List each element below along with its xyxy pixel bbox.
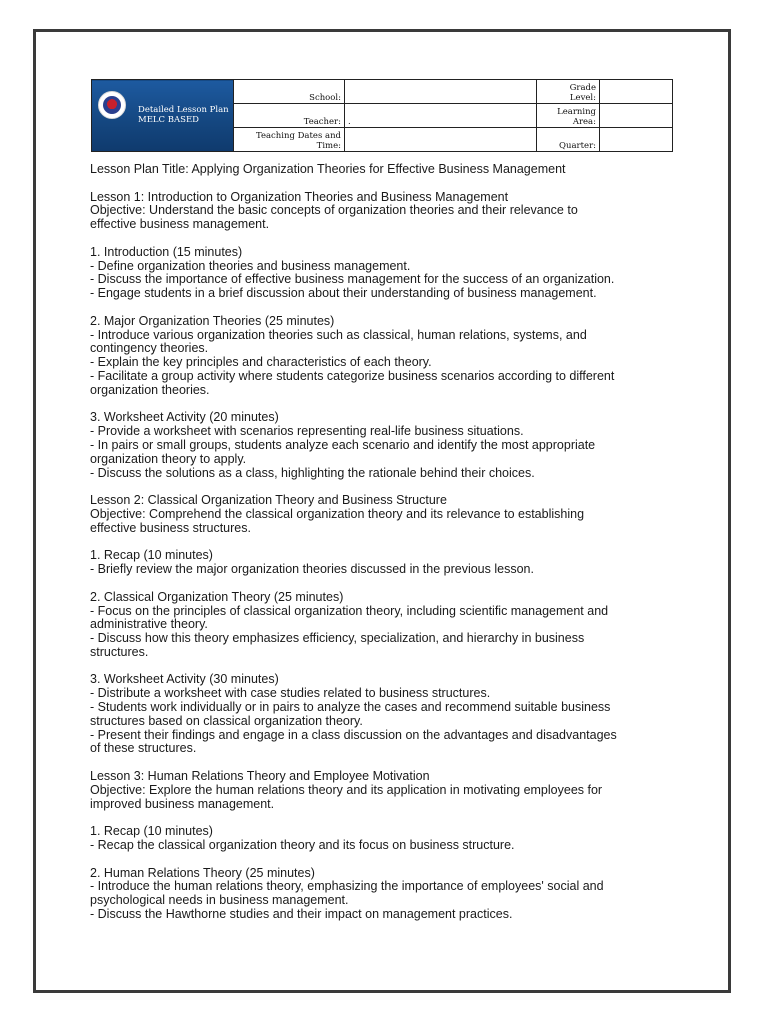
learning-area-field bbox=[600, 104, 673, 128]
text-line: 1. Recap (10 minutes) bbox=[90, 824, 213, 839]
text-line: - Facilitate a group activity where students categorize business scenarios according to different bbox=[90, 368, 615, 383]
text-line: - Briefly review the major organization theories discussed in the previous lesson. bbox=[90, 562, 534, 577]
paragraph-gap bbox=[90, 177, 690, 191]
text-line: Lesson Plan Title: Applying Organization Theories for Effective Business Management bbox=[90, 162, 566, 176]
text-line: - Provide a worksheet with scenarios representing real-life business situations. bbox=[90, 424, 524, 439]
text-line: structures. bbox=[90, 644, 149, 659]
paragraph-gap bbox=[90, 756, 690, 770]
text-line: - Distribute a worksheet with case studies related to business structures. bbox=[90, 686, 491, 701]
paragraph-gap bbox=[90, 853, 690, 867]
text-line: - Students work individually or in pairs to analyze the cases and recommend suitable business bbox=[90, 700, 611, 715]
text-line: - Engage students in a brief discussion about their understanding of business management. bbox=[90, 286, 597, 301]
text-line: - Present their findings and engage in a class discussion on the advantages and disadvantages bbox=[90, 727, 617, 742]
header-title-line1: Detailed Lesson Plan bbox=[138, 105, 229, 115]
text-line: 1. Introduction (15 minutes) bbox=[90, 244, 243, 259]
text-line: administrative theory. bbox=[90, 617, 208, 632]
paragraph-gap bbox=[90, 660, 690, 674]
learning-area-label-line1: Learning bbox=[557, 107, 596, 117]
teacher-label: Teacher: bbox=[234, 104, 345, 128]
text-line: structures based on classical organization theory. bbox=[90, 713, 363, 728]
paragraph-gap bbox=[90, 232, 690, 246]
text-line: - Discuss the solutions as a class, highlighting the rationale behind their choices. bbox=[90, 465, 535, 480]
paragraph-gap bbox=[90, 811, 690, 825]
paragraph-gap bbox=[90, 480, 690, 494]
text-line: contingency theories. bbox=[90, 341, 209, 356]
text-line: of these structures. bbox=[90, 741, 197, 756]
learning-area-label-line2: Area: bbox=[572, 117, 596, 127]
school-field bbox=[345, 80, 537, 104]
text-line: - Explain the key principles and characteristics of each theory. bbox=[90, 355, 432, 370]
text-line: - Discuss how this theory emphasizes efficiency, specialization, and hierarchy in business bbox=[90, 631, 585, 646]
text-line: 2. Major Organization Theories (25 minutes) bbox=[90, 313, 335, 328]
text-line: - Introduce the human relations theory, emphasizing the importance of employees' social and bbox=[90, 879, 604, 894]
lesson-plan-body bbox=[90, 163, 690, 922]
text-line: Lesson 2: Classical Organization Theory and Business Structure bbox=[90, 493, 447, 508]
text-line: 3. Worksheet Activity (20 minutes) bbox=[90, 410, 279, 425]
teaching-dates-label-line2: Time: bbox=[316, 141, 341, 151]
text-line: Lesson 3: Human Relations Theory and Employee Motivation bbox=[90, 769, 430, 784]
text-line: effective business management. bbox=[90, 217, 270, 232]
text-line: 3. Worksheet Activity (30 minutes) bbox=[90, 672, 279, 687]
text-line: - Discuss the importance of effective business management for the success of an organization. bbox=[90, 272, 615, 287]
text-line: - Recap the classical organization theory and its focus on business structure. bbox=[90, 838, 515, 853]
text-line: effective business structures. bbox=[90, 520, 251, 535]
paragraph-gap bbox=[90, 301, 690, 315]
text-line: organization theory to apply. bbox=[90, 451, 247, 466]
grade-level-label bbox=[537, 80, 600, 104]
learning-area-label bbox=[537, 104, 600, 128]
text-line: 2. Human Relations Theory (25 minutes) bbox=[90, 865, 315, 880]
teaching-dates-field bbox=[345, 128, 537, 152]
quarter-label: Quarter: bbox=[537, 128, 600, 152]
text-line: - Focus on the principles of classical organization theory, including scientific management and bbox=[90, 603, 609, 618]
paragraph-gap bbox=[90, 398, 690, 412]
text-line: Objective: Comprehend the classical organization theory and its relevance to establishing bbox=[90, 506, 585, 521]
teaching-dates-label-line1: Teaching Dates and bbox=[255, 131, 341, 141]
text-line: organization theories. bbox=[90, 382, 210, 397]
grade-level-label-line1: Grade bbox=[569, 83, 596, 93]
text-line: - In pairs or small groups, students analyze each scenario and identify the most appropriate bbox=[90, 437, 596, 452]
text-line: Objective: Explore the human relations theory and its application in motivating employees for bbox=[90, 782, 603, 797]
text-line: Lesson 1: Introduction to Organization Theories and Business Management bbox=[90, 189, 509, 204]
text-line: 1. Recap (10 minutes) bbox=[90, 548, 213, 563]
text-line: - Discuss the Hawthorne studies and their impact on management practices. bbox=[90, 907, 513, 922]
header-banner bbox=[92, 80, 234, 152]
text-line: 2. Classical Organization Theory (25 minutes) bbox=[90, 589, 344, 604]
quarter-field bbox=[600, 128, 673, 152]
text-line: psychological needs in business management. bbox=[90, 893, 349, 908]
teaching-dates-label bbox=[234, 128, 345, 152]
grade-level-field bbox=[600, 80, 673, 104]
text-line: Objective: Understand the basic concepts of organization theories and their relevance to bbox=[90, 203, 578, 218]
teacher-field: . bbox=[345, 104, 537, 128]
header-title-line2: MELC BASED bbox=[138, 115, 199, 125]
header-title bbox=[138, 105, 229, 125]
lesson-plan-header-table bbox=[91, 79, 673, 152]
school-label: School: bbox=[234, 80, 345, 104]
text-line: - Define organization theories and business management. bbox=[90, 258, 411, 273]
text-line: - Introduce various organization theories such as classical, human relations, systems, and bbox=[90, 327, 587, 342]
deped-seal-icon bbox=[98, 91, 126, 119]
paragraph-gap bbox=[90, 536, 690, 550]
paragraph-gap bbox=[90, 577, 690, 591]
text-line: improved business management. bbox=[90, 796, 275, 811]
grade-level-label-line2: Level: bbox=[569, 93, 596, 103]
